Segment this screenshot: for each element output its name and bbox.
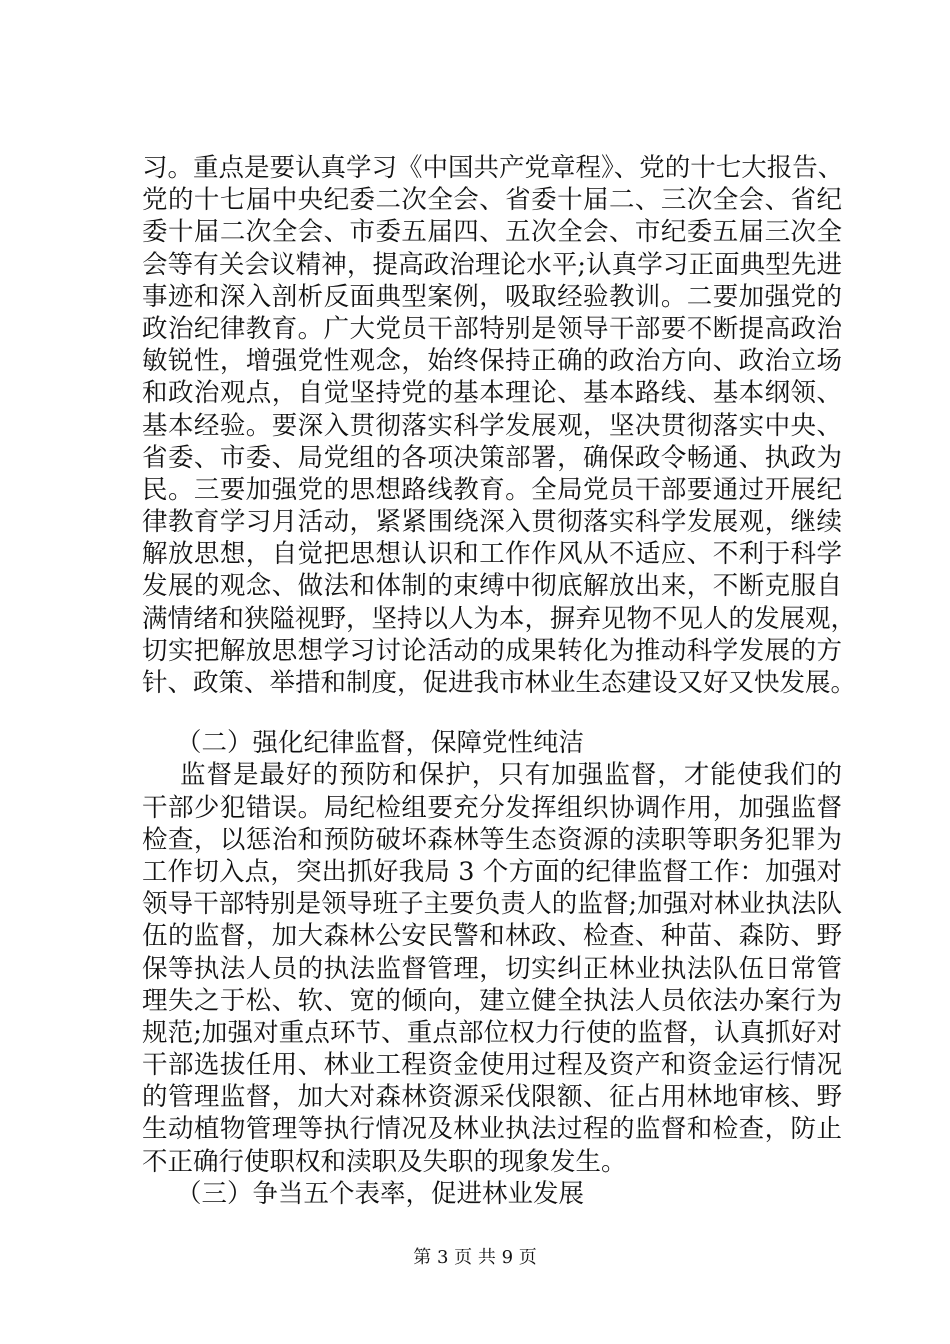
- paragraph-line: 干部少犯错误。局纪检组要充分发挥组织协调作用，加强监督: [142, 792, 842, 823]
- paragraph-line: 基本经验。要深入贯彻落实科学发展观，坚决贯彻落实中央、: [142, 410, 842, 441]
- paragraph-line: 民。三要加强党的思想路线教育。全局党员干部要通过开展纪: [142, 474, 842, 505]
- paragraph-line: 检查，以惩治和预防破坏森林等生态资源的渎职等职务犯罪为: [142, 824, 842, 855]
- paragraph-line: 针、政策、举措和制度，促进我市林业生态建设又好又快发展。: [142, 668, 857, 698]
- paragraph-line: 敏锐性，增强党性观念，始终保持正确的政治方向、政治立场: [142, 346, 842, 377]
- paragraph-line: 发展的观念、做法和体制的束缚中彻底解放出来，不断克服自: [142, 571, 842, 602]
- paragraph-line: 生动植物管理等执行情况及林业执法过程的监督和检查，防止: [142, 1114, 842, 1145]
- page-number-footer: 第 3 页 共 9 页: [413, 1247, 537, 1268]
- paragraph-line: 规范;加强对重点环节、重点部位权力行使的监督，认真抓好对: [142, 1017, 842, 1048]
- paragraph-line: 政治纪律教育。广大党员干部特别是领导干部要不断提高政治: [142, 313, 842, 344]
- paragraph-line: 理失之于松、软、宽的倾向，建立健全执法人员依法办案行为: [142, 985, 842, 1016]
- paragraph-line: 会等有关会议精神，提高政治理论水平;认真学习正面典型先进: [142, 249, 842, 280]
- paragraph-line: 委十届二次全会、市委五届四、五次全会、市纪委五届三次全: [142, 217, 842, 248]
- paragraph-line: 监督是最好的预防和保护，只有加强监督，才能使我们的: [180, 760, 842, 791]
- paragraph-line: 事迹和深入剖析反面典型案例，吸取经验教训。二要加强党的: [142, 281, 842, 312]
- paragraph-line: 党的十七届中央纪委二次全会、省委十届二、三次全会、省纪: [142, 185, 842, 216]
- paragraph-line: 工作切入点，突出抓好我局 3 个方面的纪律监督工作：加强对: [142, 856, 842, 887]
- paragraph-line: 省委、市委、局党组的各项决策部署，确保政令畅通、执政为: [142, 442, 842, 473]
- paragraph-line: 满情绪和狭隘视野，坚持以人为本，摒弃见物不见人的发展观，: [142, 603, 857, 634]
- paragraph-line: 解放思想，自觉把思想认识和工作作风从不适应、不利于科学: [142, 539, 842, 570]
- paragraph-line: 律教育学习月活动，紧紧围绕深入贯彻落实科学发展观，继续: [142, 507, 842, 538]
- section-heading-3: （三）争当五个表率，促进林业发展: [176, 1178, 585, 1209]
- paragraph-line: 不正确行使职权和渎职及失职的现象发生。: [142, 1146, 627, 1177]
- paragraph-1: [142, 152, 857, 699]
- paragraph-line: 切实把解放思想学习讨论活动的成果转化为推动科学发展的方: [142, 635, 842, 666]
- paragraph-line: 干部选拔任用、林业工程资金使用过程及资产和资金运行情况: [142, 1050, 842, 1081]
- paragraph-line: 领导干部特别是领导班子主要负责人的监督;加强对林业执法队: [142, 889, 842, 920]
- paragraph-line: 保等执法人员的执法监督管理，切实纠正林业执法队伍日常管: [142, 953, 842, 984]
- paragraph-line: 伍的监督，加大森林公安民警和林政、检查、种苗、森防、野: [142, 921, 842, 952]
- paragraph-line: 的管理监督，加大对森林资源采伐限额、征占用林地审核、野: [142, 1082, 842, 1113]
- paragraph-line: 习。重点是要认真学习《中国共产党章程》、党的十七大报告、: [142, 153, 844, 183]
- paragraph-line: 和政治观点，自觉坚持党的基本理论、基本路线、基本纲领、: [142, 378, 842, 409]
- paragraph-2: [142, 759, 842, 1177]
- section-heading-2: （二）强化纪律监督，保障党性纯洁: [176, 728, 585, 759]
- document-body: [142, 152, 857, 1210]
